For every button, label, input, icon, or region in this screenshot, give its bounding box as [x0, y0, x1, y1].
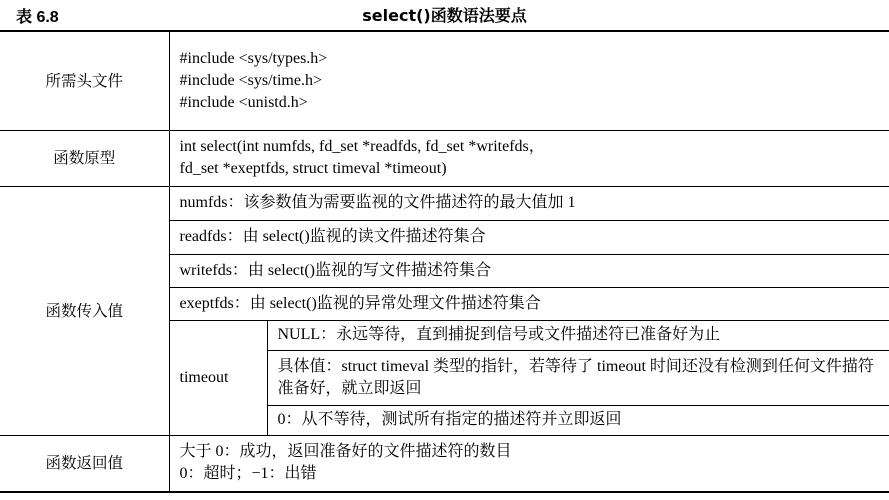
table-number: 表 6.8 — [16, 9, 59, 26]
timeout-value-text: 具体值：struct timeval 类型的指针，若等待了 timeout 时间还没有检测到任何文件描符准备好，就立即返回 — [277, 357, 874, 397]
prototype-cell — [169, 130, 889, 186]
return-line: 0：超时；−1：出错 — [179, 465, 317, 483]
returns-cell — [169, 435, 889, 492]
table-row-numfds — [0, 186, 889, 220]
row-label-headers: 所需头文件 — [0, 31, 169, 130]
prototype-line: fd_set *exeptfds, struct timeval *timeout) — [179, 160, 447, 177]
timeout-value — [267, 350, 889, 405]
param-readfds: readfds：由 select()监视的读文件描述符集合 — [169, 220, 889, 254]
timeout-zero: 0：从不等待，测试所有指定的描述符并立即返回 — [267, 405, 889, 435]
table-title: select()函数语法要点 — [362, 6, 527, 25]
include-line: #include <sys/time.h> — [179, 71, 322, 89]
row-label-prototype: 函数原型 — [0, 130, 169, 186]
return-line: 大于 0：成功，返回准备好的文件描述符的数目 — [179, 443, 512, 461]
param-numfds: numfds：该参数值为需要监视的文件描述符的最大值加 1 — [169, 186, 889, 220]
row-label-params: 函数传入值 — [0, 186, 169, 435]
headers-cell — [169, 31, 889, 130]
timeout-null: NULL：永远等待，直到捕捉到信号或文件描述符已准备好为止 — [267, 320, 889, 350]
table-caption — [0, 0, 889, 30]
include-line: #include <sys/types.h> — [179, 49, 328, 67]
row-label-returns: 函数返回值 — [0, 435, 169, 492]
include-line: #include <unistd.h> — [179, 93, 308, 111]
param-exeptfds: exeptfds：由 select()监视的异常处理文件描述符集合 — [169, 287, 889, 320]
table-row-returns — [0, 435, 889, 492]
param-writefds: writefds：由 select()监视的写文件描述符集合 — [169, 254, 889, 287]
table-row-prototype — [0, 130, 889, 186]
timeout-label: timeout — [169, 320, 267, 435]
prototype-line: int select(int numfds, fd_set *readfds, fd_set *writefds， — [179, 138, 545, 155]
table-row-headers — [0, 31, 889, 130]
syntax-table — [0, 30, 889, 493]
